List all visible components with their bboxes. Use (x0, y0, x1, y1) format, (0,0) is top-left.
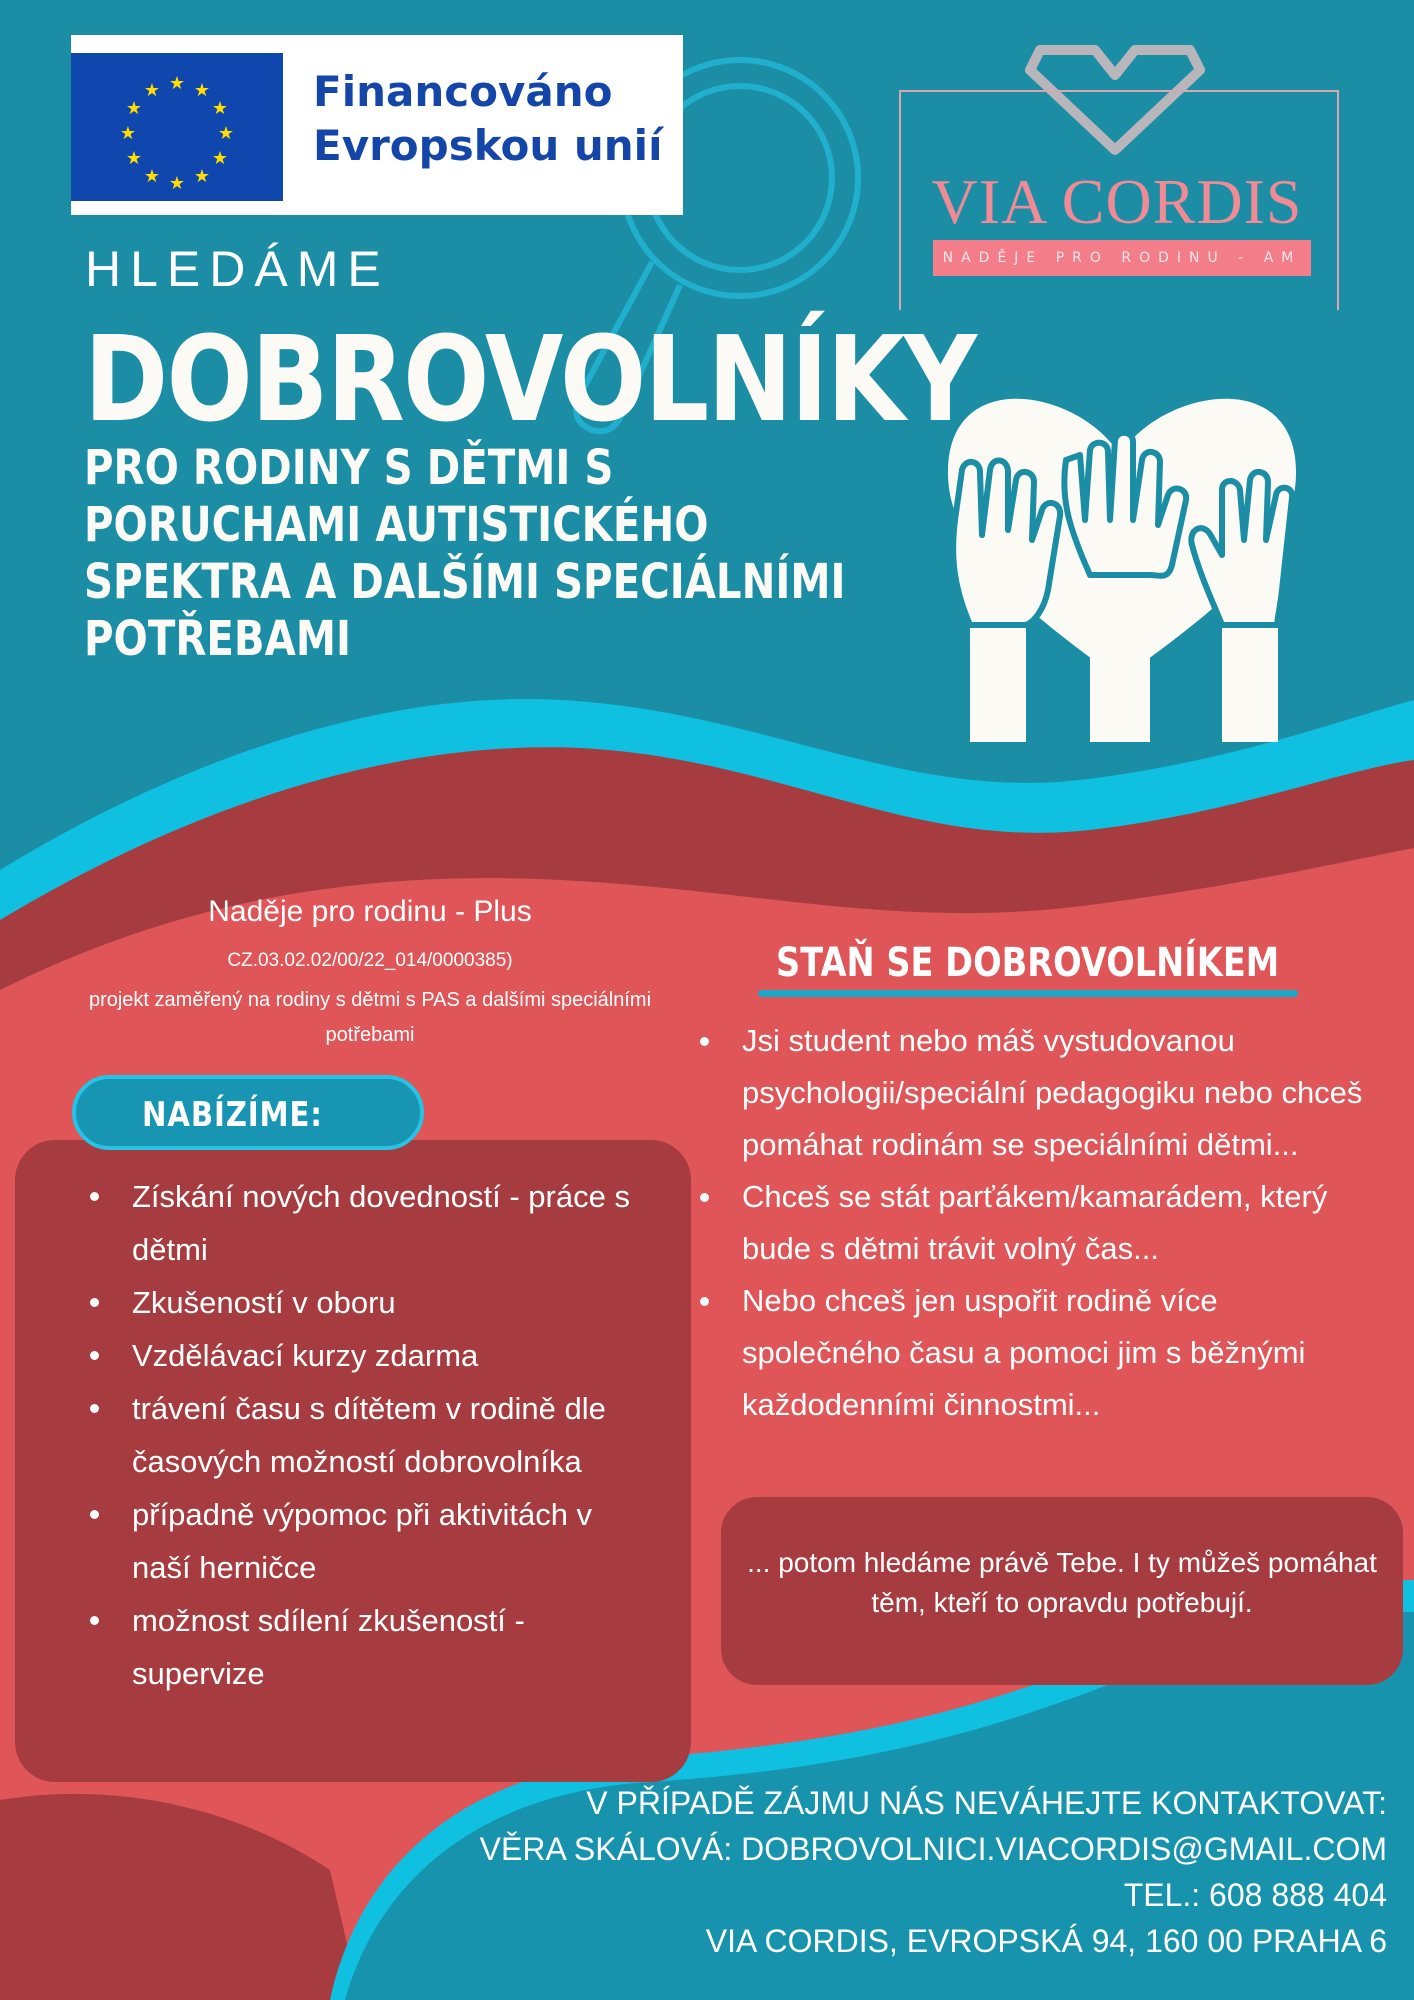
contact-intro: V PŘÍPADĚ ZÁJMU NÁS NEVÁHEJTE KONTAKTOVAT: (586, 1785, 1387, 1821)
svg-text:★: ★ (143, 166, 161, 187)
eu-funding-text (313, 65, 662, 173)
contact-address: VIA CORDIS, EVROPSKÁ 94, 160 00 PRAHA 6 (705, 1923, 1387, 1959)
callout-text: ... potom hledáme právě Tebe. I ty můžeš pomáhat těm, kteří to opravdu potřebují. (747, 1547, 1377, 1618)
svg-text:★: ★ (193, 166, 211, 187)
offer-label-pill (72, 1075, 424, 1150)
eu-funding-logo (71, 35, 683, 215)
svg-text:★: ★ (168, 73, 186, 94)
callout-box (721, 1497, 1403, 1685)
headline-title: DOBROVOLNÍKY (84, 310, 976, 448)
become-item: Jsi student nebo máš vystudovanou psychologii/speciální pedagogiku nebo chceš pomáhat rodinám se speciálními dětmi... (700, 1015, 1380, 1171)
contact-block (480, 1780, 1387, 1964)
eu-funding-line2: Evropskou unií (313, 121, 663, 170)
offer-item: Získání nových dovedností - práce s dětmi (90, 1170, 650, 1276)
eu-flag-icon (71, 53, 283, 201)
via-cordis-name: VIA CORDIS (931, 166, 1303, 237)
svg-text:★: ★ (119, 123, 137, 144)
become-list (700, 1015, 1380, 1431)
svg-text:★: ★ (143, 80, 161, 101)
offer-item: možnost sdílení zkušeností - supervize (90, 1594, 650, 1700)
svg-text:★: ★ (211, 148, 229, 169)
svg-text:★: ★ (211, 98, 229, 119)
project-name: Naděje pro rodinu - Plus (208, 895, 532, 928)
offer-item: trávení času s dítětem v rodině dle časových možností dobrovolníka (90, 1382, 650, 1488)
heart-hands-illustration (948, 399, 1296, 742)
via-cordis-tagline: NADĚJE PRO RODINU - AM (933, 240, 1311, 276)
svg-text:★: ★ (193, 80, 211, 101)
headline-subtitle: PRO RODINY S DĚTMI S PORUCHAMI AUTISTICKÉHO SPEKTRA A DALŠÍMI SPECIÁLNÍMI POTŘEBAMI (84, 440, 846, 667)
project-description: projekt zaměřený na rodiny s dětmi s PAS a dalšími speciálními potřebami (88, 989, 652, 1046)
become-title: STAŇ SE DOBROVOLNÍKEM (776, 940, 1280, 986)
become-item: Chceš se stát parťákem/kamarádem, který bude s dětmi trávit volný čas... (700, 1171, 1380, 1275)
offer-item: Zkušeností v oboru (90, 1276, 650, 1329)
become-title-underline (758, 990, 1298, 997)
offer-label: NABÍZÍME: (142, 1095, 323, 1135)
become-item: Nebo chceš jen uspořit rodině více společného času a pomoci jim s běžnými každodenními činnostmi... (700, 1275, 1380, 1431)
contact-email[interactable]: VĚRA SKÁLOVÁ: DOBROVOLNICI.VIACORDIS@GMAIL.COM (479, 1831, 1387, 1867)
svg-text:★: ★ (125, 98, 143, 119)
svg-text:★: ★ (125, 148, 143, 169)
offer-item: případně výpomoc při aktivitách v naší herničce (90, 1488, 650, 1594)
project-code: CZ.03.02.02/00/22_014/0000385) (227, 950, 513, 971)
offer-list (90, 1170, 650, 1700)
offer-item: Vzdělávací kurzy zdarma (90, 1329, 650, 1382)
headline-kicker: HLEDÁME (85, 241, 390, 297)
eu-funding-line1: Financováno (313, 67, 613, 116)
contact-phone[interactable]: TEL.: 608 888 404 (1123, 1877, 1387, 1913)
svg-text:★: ★ (217, 123, 235, 144)
svg-text:★: ★ (168, 173, 186, 194)
